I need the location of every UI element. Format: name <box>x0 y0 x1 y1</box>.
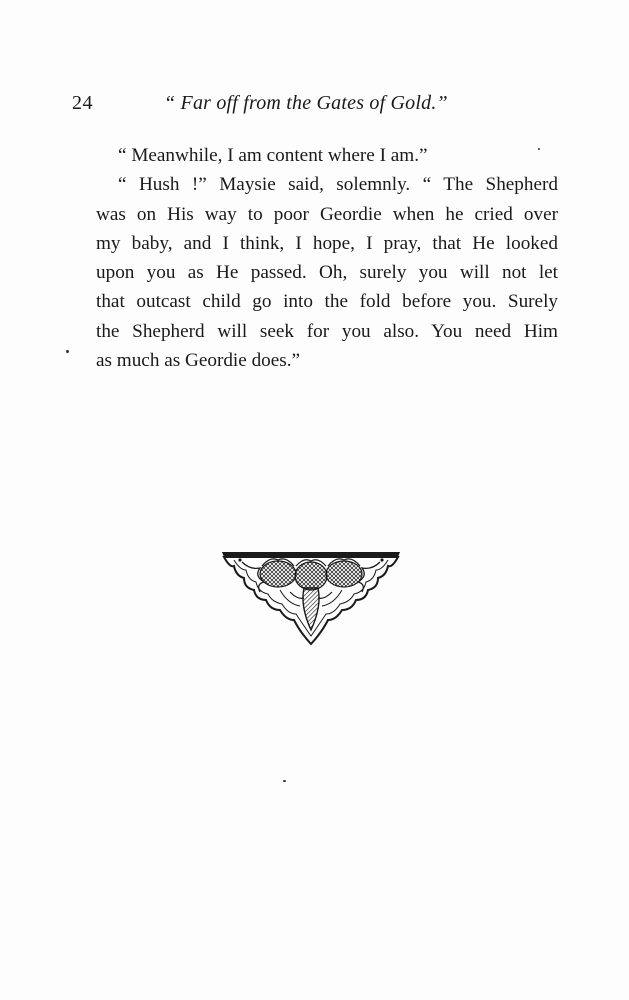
paragraph <box>74 141 558 170</box>
paper-speck <box>283 780 286 782</box>
text-line: that outcast child go into the fold before you. Surely <box>96 291 558 313</box>
body-text <box>74 141 558 375</box>
text-line: was on His way to poor Geordie when he cried over <box>96 203 558 225</box>
paragraph <box>74 170 558 375</box>
text-line: the Shepherd will seek for you also. You need Him <box>96 320 558 342</box>
page-header <box>72 92 560 118</box>
page-number: 24 <box>72 92 93 114</box>
thistle-tailpiece-ornament-icon <box>220 548 402 648</box>
paper-speck <box>66 350 69 353</box>
text-line: upon you as He passed. Oh, surely you will not let <box>96 262 558 284</box>
paper-speck <box>538 148 540 150</box>
text-line: “ Hush !” Maysie said, solemnly. “ The Shepherd <box>118 174 558 196</box>
text-line: my baby, and I think, I hope, I pray, that He looked <box>96 232 558 254</box>
running-title: “ Far off from the Gates of Gold.” <box>164 92 448 114</box>
text-line: as much as Geordie does.” <box>96 350 301 372</box>
text-line: “ Meanwhile, I am content where I am.” <box>118 145 428 166</box>
